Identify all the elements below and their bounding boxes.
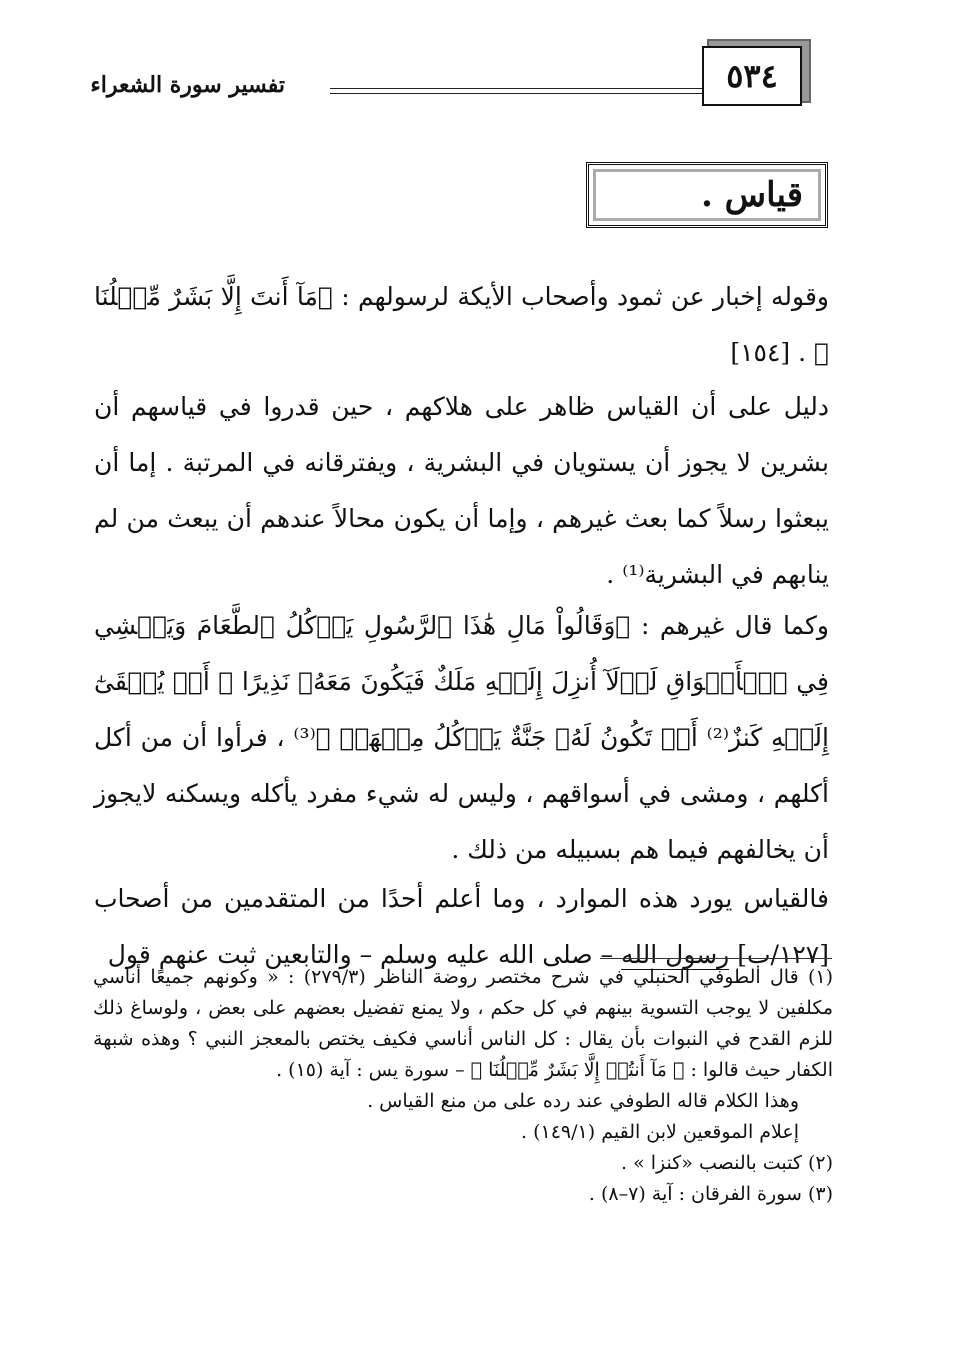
underlined-text: رسول الله [620, 940, 730, 969]
footnote-1: (١) قال الطوفي الحنبلي في شرح مختصر روضة الناظر (٢٧٩/٣) : « وكونهم جميعًا أناسي مكلفين لا يوجب التسوية بينهم في كل حكم ، ولا يمنع تفضيل بعضهم على بعض ، ولوساغ ذلك للزم القدح في النبوات بأن يقال : كل الناس أناسي فكيف يختص بالمعجز النبي ؟ وهذه شبهة الكفار حيث قالوا : ﴿ مَآ أَنتُمۡ إِلَّا بَشَرٌ مِّثۡلُنَا ﴾ – سورة يس : آية (١٥) . [93, 966, 833, 1081]
header-rule [330, 88, 702, 89]
footnotes [93, 962, 833, 1210]
manuscript-folio-ref: [١٢٧/ب] [737, 940, 829, 969]
page-number: ٥٣٤ [702, 46, 802, 106]
running-header-title: تفسير سورة الشعراء [90, 72, 285, 98]
paragraph-3: وكما قال غيرهم : ﴿وَقَالُواْ مَالِ هَٰذَا ٱلرَّسُولِ يَأۡكُلُ ٱلطَّعَامَ وَيَمۡشِي فِي ٱلۡأَسۡوَاقِ لَوۡلَآ أُنزِلَ إِلَيۡهِ مَلَكٌ فَيَكُونَ مَعَهُۥ نَذِيرًا ۞ أَوۡ يُلۡقَىٰٓ إِلَيۡهِ كَنزٌ⁽²⁾ أَوۡ تَكُونُ لَهُۥ جَنَّةٌ يَأۡكُلُ مِنۡهَاۚ ﴾⁽³⁾ ، فرأوا أن من أكل أكلهم ، ومشى في أسواقهم ، وليس له شيء مفرد يأكله ويسكنه لايجوز أن يخالفهم فيما هم بسبيله من ذلك . [94, 611, 829, 864]
header-rule [330, 93, 702, 94]
footnote-2: (٢) كتبت بالنصب «كنزا » . [621, 1152, 833, 1174]
footnote-1-note: وهذا الكلام قاله الطوفي عند رده على من منع القياس . [367, 1090, 799, 1112]
footnote-1-source: إعلام الموقعين لابن القيم (١٤٩/١) . [521, 1121, 799, 1143]
paragraph-4-main: فالقياس يورد هذه الموارد ، وما أعلم أحدًا من المتقدمين من أصحاب [94, 884, 829, 913]
paragraph-2: دليل على أن القياس ظاهر على هلاكهم ، حين قدروا في قياسهم أن بشرين لا يجوز أن يستويان في البشرية ، ويفترقانه في المرتبة . إما أن يبعثوا رسلاً كما بعث غيرهم ، وإما أن يكون محالاً عندهم أن يبعث من لم ينابهم في البشرية⁽¹⁾ . [94, 392, 829, 589]
paragraph-1: وقوله إخبار عن ثمود وأصحاب الأيكة لرسولهم : ﴿مَآ أَنتَ إِلَّا بَشَرٌ مِّثۡلُنَا ﴾ . [١٥٤] [94, 282, 829, 367]
paragraph-4-rest: – صلى الله عليه وسلم – والتابعين ثبت عنهم قول [107, 940, 614, 969]
footnote-3: (٣) سورة الفرقان : آية (٧–٨) . [588, 1183, 833, 1205]
section-heading: قياس . [586, 162, 828, 228]
footnote-rule [600, 958, 832, 959]
